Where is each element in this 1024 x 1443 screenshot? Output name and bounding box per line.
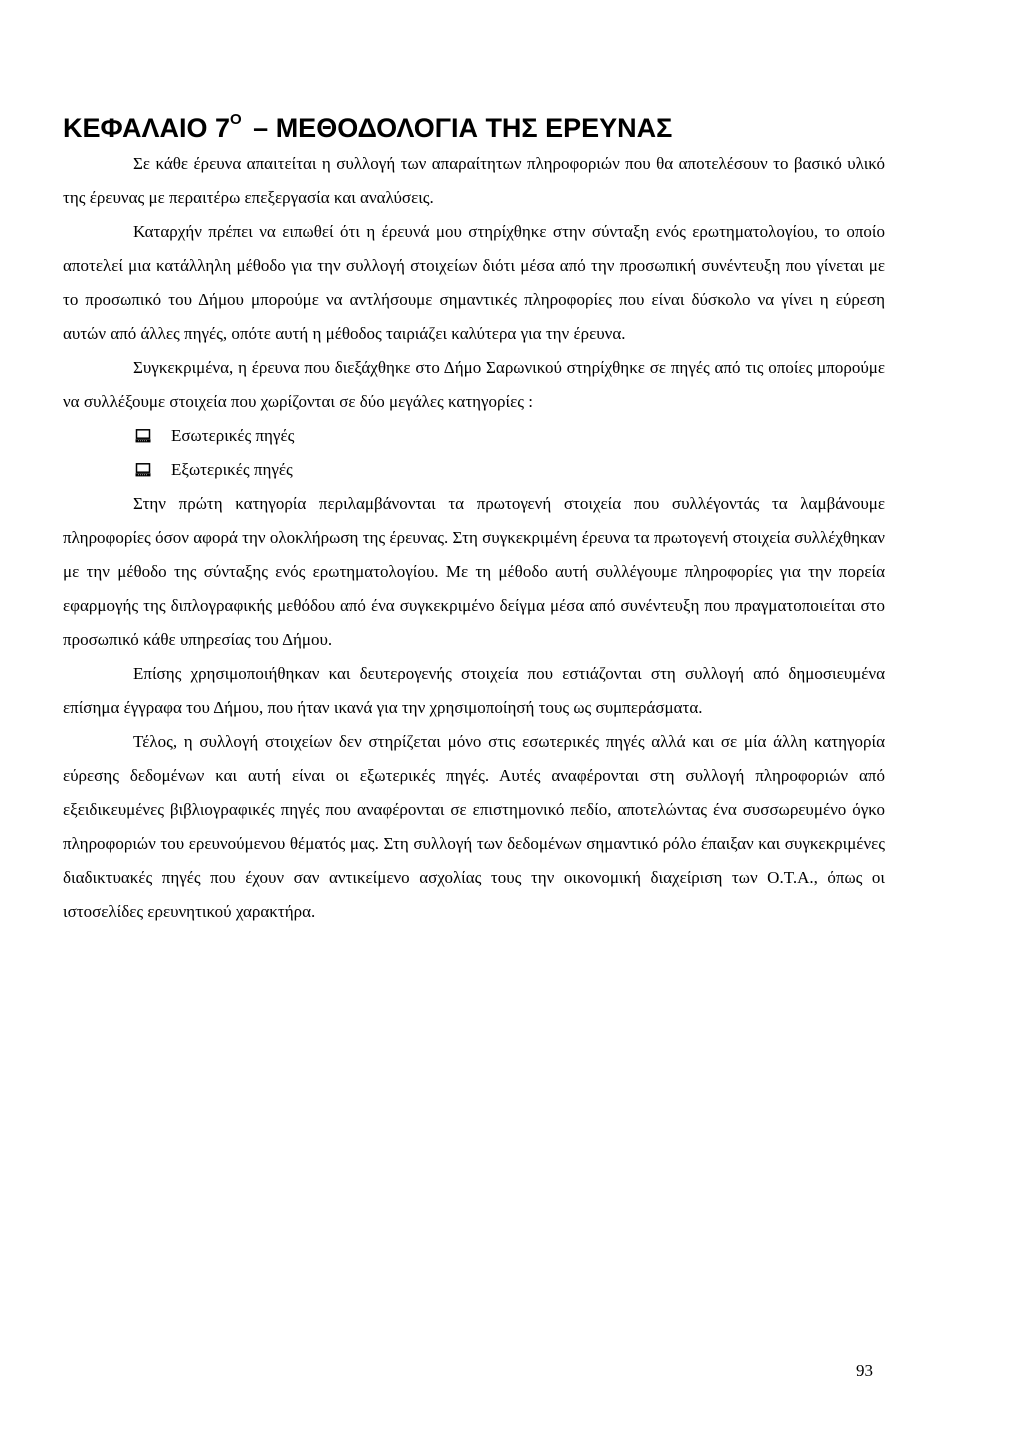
chapter-heading-prefix: ΚΕΦΑΛΑΙΟ 7 bbox=[63, 113, 230, 143]
paragraph-questionnaire: Καταρχήν πρέπει να ειπωθεί ότι η έρευνά μου στηρίχθηκε στην σύνταξη ενός ερωτηματολογίου, το οποίο αποτελεί μια κατάλληλη μέθοδο για την συλλογή στοιχείων διότι μέσα από την προσωπική συνέντευξη που γίνεται με το προσωπικό του Δήμου μπορούμε να αντλήσουμε σημαντικές πληροφορίες που είναι δύσκολο να γίνει η εύρεση αυτών από άλλες πηγές, οπότε αυτή η μέθοδος ταιριάζει καλύτερα για την έρευνα. bbox=[63, 222, 885, 343]
paragraph-primary-data: Στην πρώτη κατηγορία περιλαμβάνονται τα πρωτογενή στοιχεία που συλλέγοντάς τα λαμβάνουμε πληροφορίες όσον αφορά την ολοκλήρωση της έρευνας. Στη συγκεκριμένη έρευνα τα πρωτογενή στοιχεία συλλέχθηκαν με την μέθοδο της σύνταξης ενός ερωτηματολογίου. Με τη μέθοδο αυτή συλλέγουμε πληροφορίες για την πορεία εφαρμογής της διπλογραφικής μεθόδου από ένα συγκεκριμένο δείγμα μέσα από συνέντευξη που πραγματοποιείται στο προσωπικό κάθε υπηρεσίας του Δήμου. bbox=[63, 494, 885, 649]
list-item-external-sources bbox=[135, 453, 885, 487]
computer-terminal-icon bbox=[135, 463, 151, 477]
page-number: 93 bbox=[856, 1361, 873, 1380]
internal-sources-label: Εσωτερικές πηγές bbox=[171, 426, 295, 445]
source-categories-list bbox=[63, 419, 885, 487]
chapter-heading-title: – ΜΕΘΟΔΟΛΟΓΙΑ ΤΗΣ ΕΡΕΥΝΑΣ bbox=[253, 113, 673, 143]
paragraph-secondary-data: Επίσης χρησιμοποιήθηκαν και δευτερογενής στοιχεία που εστιάζονται στη συλλογή από δημοσιευμένα επίσημα έγγραφα του Δήμου, που ήταν ικανά για την χρησιμοποίησή τους ως συμπεράσματα. bbox=[63, 664, 885, 717]
chapter-number-superscript: Ο bbox=[229, 111, 242, 128]
paragraph-external-sources: Τέλος, η συλλογή στοιχείων δεν στηρίζεται μόνο στις εσωτερικές πηγές αλλά και σε μία άλλη κατηγορία εύρεσης δεδομένων και αυτή είναι οι εξωτερικές πηγές. Αυτές αναφέρονται στη συλλογή πληροφοριών από εξειδικευμένες βιβλιογραφικές πηγές που αναφέρονται σε επιστημονικό πεδίο, αποτελώντας ένα συσσωρευμένο όγκο πληροφοριών του ερευνούμενου θέματός μας. Στη συλλογή των δεδομένων σημαντικό ρόλο έπαιξαν και συγκεκριμένες διαδικτυακές πηγές που έχουν σαν αντικείμενο ασχολίας τους την οικονομική διαχείριση των Ο.Τ.Α., όπως οι ιστοσελίδες ερευνητικού χαρακτήρα. bbox=[63, 732, 885, 921]
chapter-body bbox=[63, 147, 885, 929]
external-sources-label: Εξωτερικές πηγές bbox=[171, 460, 293, 479]
paragraph-sources-intro: Συγκεκριμένα, η έρευνα που διεξάχθηκε στο Δήμο Σαρωνικού στηρίχθηκε σε πηγές από τις οποίες μπορούμε να συλλέξουμε στοιχεία που χωρίζονται σε δύο μεγάλες κατηγορίες : bbox=[63, 358, 885, 411]
list-item-internal-sources bbox=[135, 419, 885, 453]
chapter-heading bbox=[63, 108, 672, 148]
paragraph-intro: Σε κάθε έρευνα απαιτείται η συλλογή των απαραίτητων πληροφοριών που θα αποτελέσουν το βασικό υλικό της έρευνας με περαιτέρω επεξεργασία και αναλύσεις. bbox=[63, 154, 885, 207]
computer-terminal-icon bbox=[135, 429, 151, 443]
